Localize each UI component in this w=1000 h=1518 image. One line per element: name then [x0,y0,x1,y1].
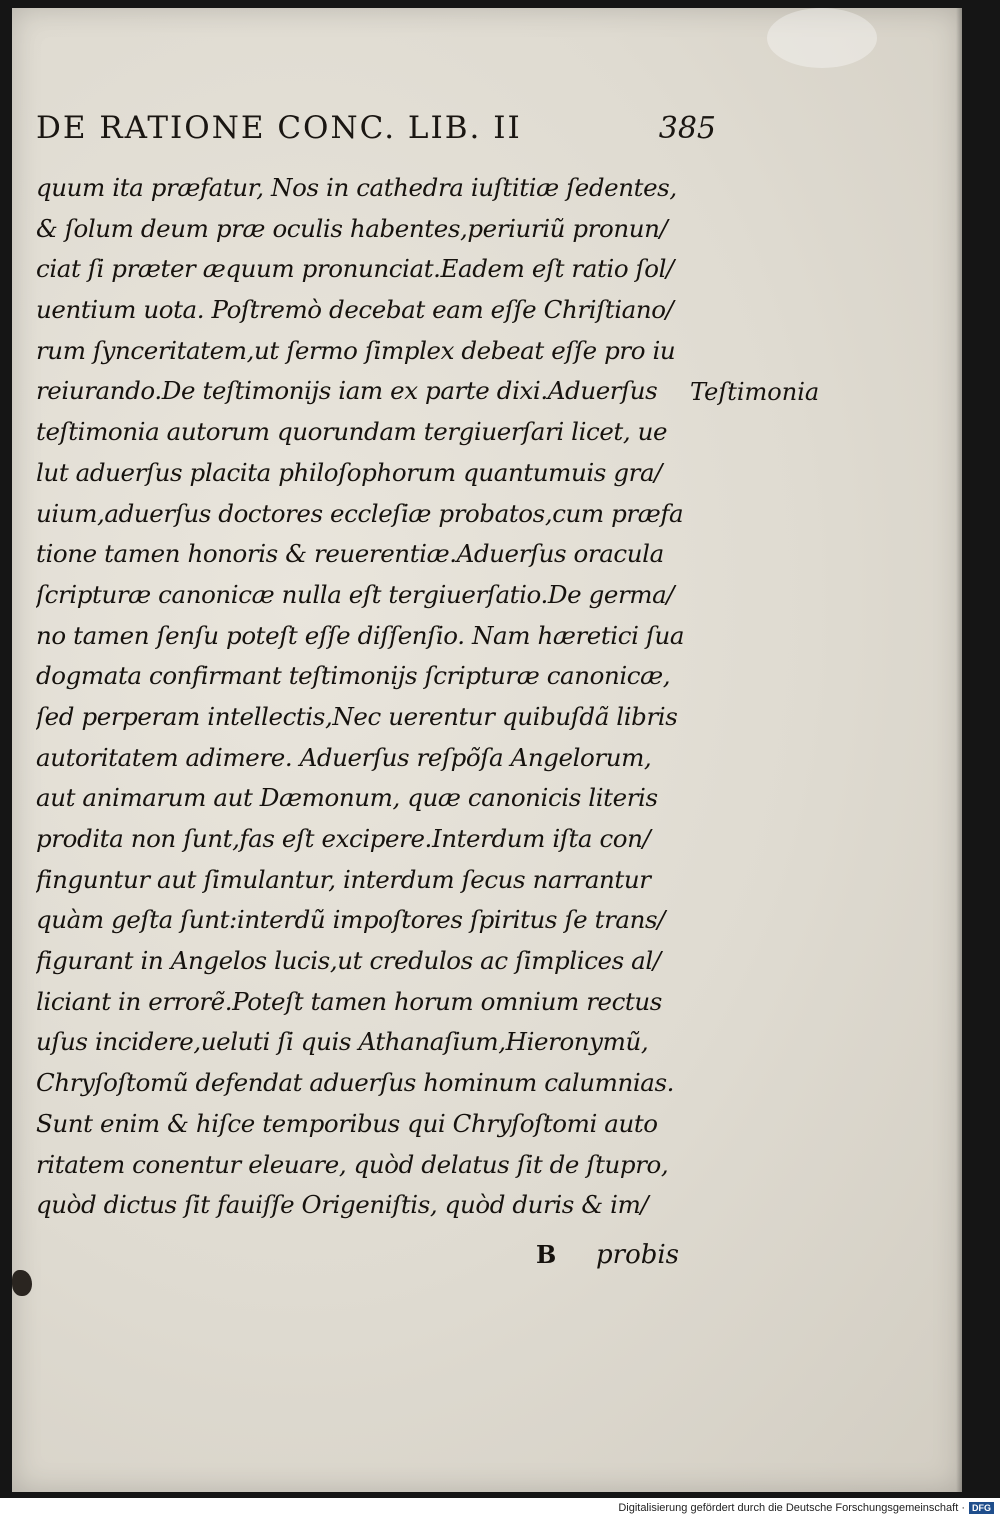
text-line: ciat ſi præter æquum pronunciat.Eadem eſt ratio ſol/ [36,254,674,284]
text-line: ritatem conentur eleuare, quòd delatus ſit de ſtupro, [36,1149,669,1179]
funding-notice-bar [0,1498,1000,1518]
ink-blot [12,1270,32,1296]
text-line: liciant in errorẽ.Poteſt tamen horum omnium rectus [36,986,662,1016]
text-line: aut animarum aut Dæmonum, quæ canonicis literis [36,783,658,813]
text-line: finguntur aut ſimulantur, interdum ſecus narrantur [36,864,651,894]
text-line: figurant in Angelos lucis,ut credulos ac ſimplices al/ [36,946,661,976]
text-line: & ſolum deum præ oculis habentes,periuriũ pronun/ [36,213,668,243]
text-line: lut aduerſus placita philoſophorum quantumuis gra/ [36,457,663,487]
signature-mark: B [536,1240,557,1269]
text-line: tione tamen honoris & reuerentiæ.Aduerſus oracula [36,539,664,569]
funding-notice-text: Digitalisierung gefördert durch die Deutsche Forschungsgemeinschaft · [618,1502,965,1514]
page-edge-shadow [956,8,962,1492]
text-line: uium,aduerſus doctores eccleſiæ probatos,cum præfa [36,498,684,528]
paper-stain [767,8,877,68]
text-line: uentium uota. Poſtremò decebat eam eſſe Chriſtiano/ [36,295,674,325]
text-line: Chryſoſtomũ defendat aduerſus hominum calumnias. [36,1068,675,1098]
text-line: ſed perperam intellectis,Nec uerentur quibuſdã libris [36,701,678,731]
text-line: quàm geſta ſunt:interdũ impoſtores ſpiritus ſe trans/ [36,905,666,935]
page-number: 385 [658,111,716,146]
text-line: prodita non ſunt,fas eſt excipere.Interdum iſta con/ [36,824,651,853]
catchword: probis [596,1240,680,1270]
text-line: quòd dictus ſit fauiſſe Origeniſtis, quòd duris & im/ [36,1190,649,1220]
text-line: reiurando.De teſtimonijs iam ex parte dixi.Aduerſus [36,376,658,406]
text-line: rum ſynceritatem,ut ſermo ſimplex debeat eſſe pro iu [36,335,676,365]
text-line: quum ita præfatur, Nos in cathedra iuſtitiæ ſedentes, [36,173,677,202]
running-head [36,110,716,150]
text-line: ſcripturæ canonicæ nulla eſt tergiuerſatio.De germa/ [36,579,675,609]
text-line: dogmata confirmant teſtimonijs ſcripturæ canonicæ, [36,661,671,691]
text-line: Sunt enim & hiſce temporibus qui Chryſoſtomi auto [36,1108,658,1138]
text-line: teſtimonia autorum quorundam tergiuerſari licet, ue [36,417,668,447]
body-text [36,168,716,1226]
text-line: uſus incidere,ueluti ſi quis Athanaſium,Hieronymũ, [36,1027,649,1057]
text-line: autoritatem adimere. Aduerſus reſpõſa Angelorum, [36,742,652,772]
page-footer [36,1240,716,1280]
running-title: DE RATIONE CONC. LIB. II [36,110,522,146]
text-line: no tamen ſenſu poteſt eſſe diſſenſio. Nam hæretici ſua [36,620,685,650]
book-page [12,8,962,1492]
marginal-note: Teſtimonia [690,378,820,406]
dfg-logo: DFG [969,1502,994,1514]
